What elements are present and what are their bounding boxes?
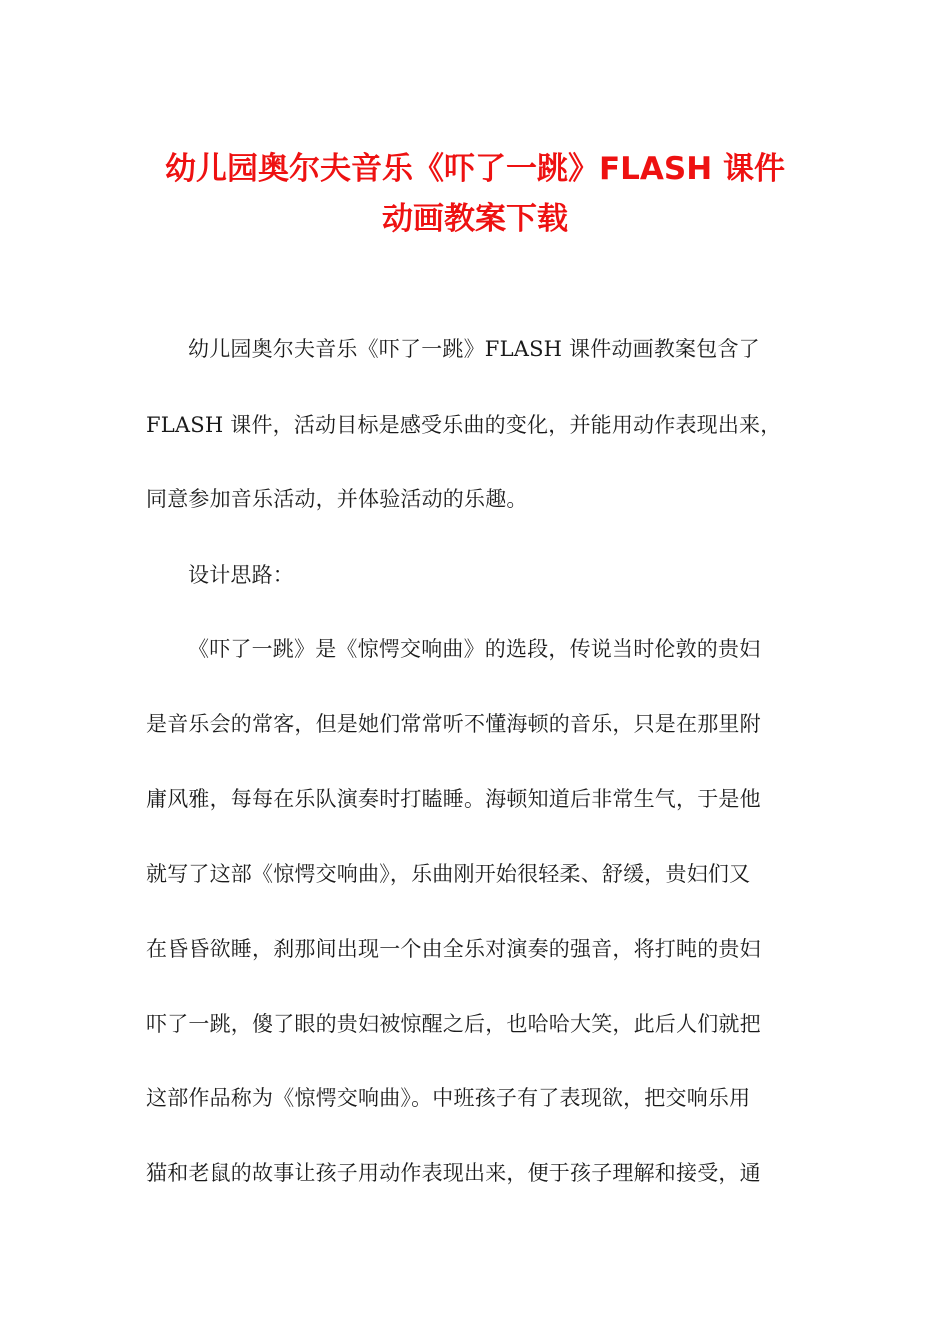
paragraph-story-line-2: 是音乐会的常客，但是她们常常听不懂海顿的音乐，只是在那里附 bbox=[146, 712, 761, 736]
paragraph-story-line-3: 庸风雅，每每在乐队演奏时打瞌睡。海顿知道后非常生气，于是他 bbox=[146, 787, 761, 811]
paragraph-story-line-4: 就写了这部《惊愕交响曲》，乐曲刚开始很轻柔、舒缓，贵妇们又 bbox=[146, 862, 751, 886]
paragraph-intro-line-3: 同意参加音乐活动，并体验活动的乐趣。 bbox=[146, 487, 528, 511]
document-title-line-1: 幼儿园奥尔夫音乐《吓了一跳》FLASH 课件 bbox=[165, 151, 785, 187]
document-title-line-2: 动画教案下载 bbox=[382, 201, 568, 237]
paragraph-story-line-6: 吓了一跳，傻了眼的贵妇被惊醒之后，也哈哈大笑，此后人们就把 bbox=[146, 1012, 761, 1036]
section-heading-design-idea: 设计思路： bbox=[188, 563, 294, 587]
paragraph-story-line-1: 《吓了一跳》是《惊愕交响曲》的选段，传说当时伦敦的贵妇 bbox=[188, 637, 761, 661]
paragraph-story-line-8: 猫和老鼠的故事让孩子用动作表现出来，便于孩子理解和接受，通 bbox=[146, 1161, 761, 1185]
paragraph-story-line-5: 在昏昏欲睡，刹那间出现一个由全乐对演奏的强音，将打盹的贵妇 bbox=[146, 937, 761, 961]
paragraph-intro-line-1: 幼儿园奥尔夫音乐《吓了一跳》FLASH 课件动画教案包含了 bbox=[188, 337, 760, 361]
paragraph-story-line-7: 这部作品称为《惊愕交响曲》。中班孩子有了表现欲，把交响乐用 bbox=[146, 1086, 751, 1110]
paragraph-intro-line-2: FLASH 课件，活动目标是感受乐曲的变化，并能用动作表现出来， bbox=[146, 413, 782, 437]
